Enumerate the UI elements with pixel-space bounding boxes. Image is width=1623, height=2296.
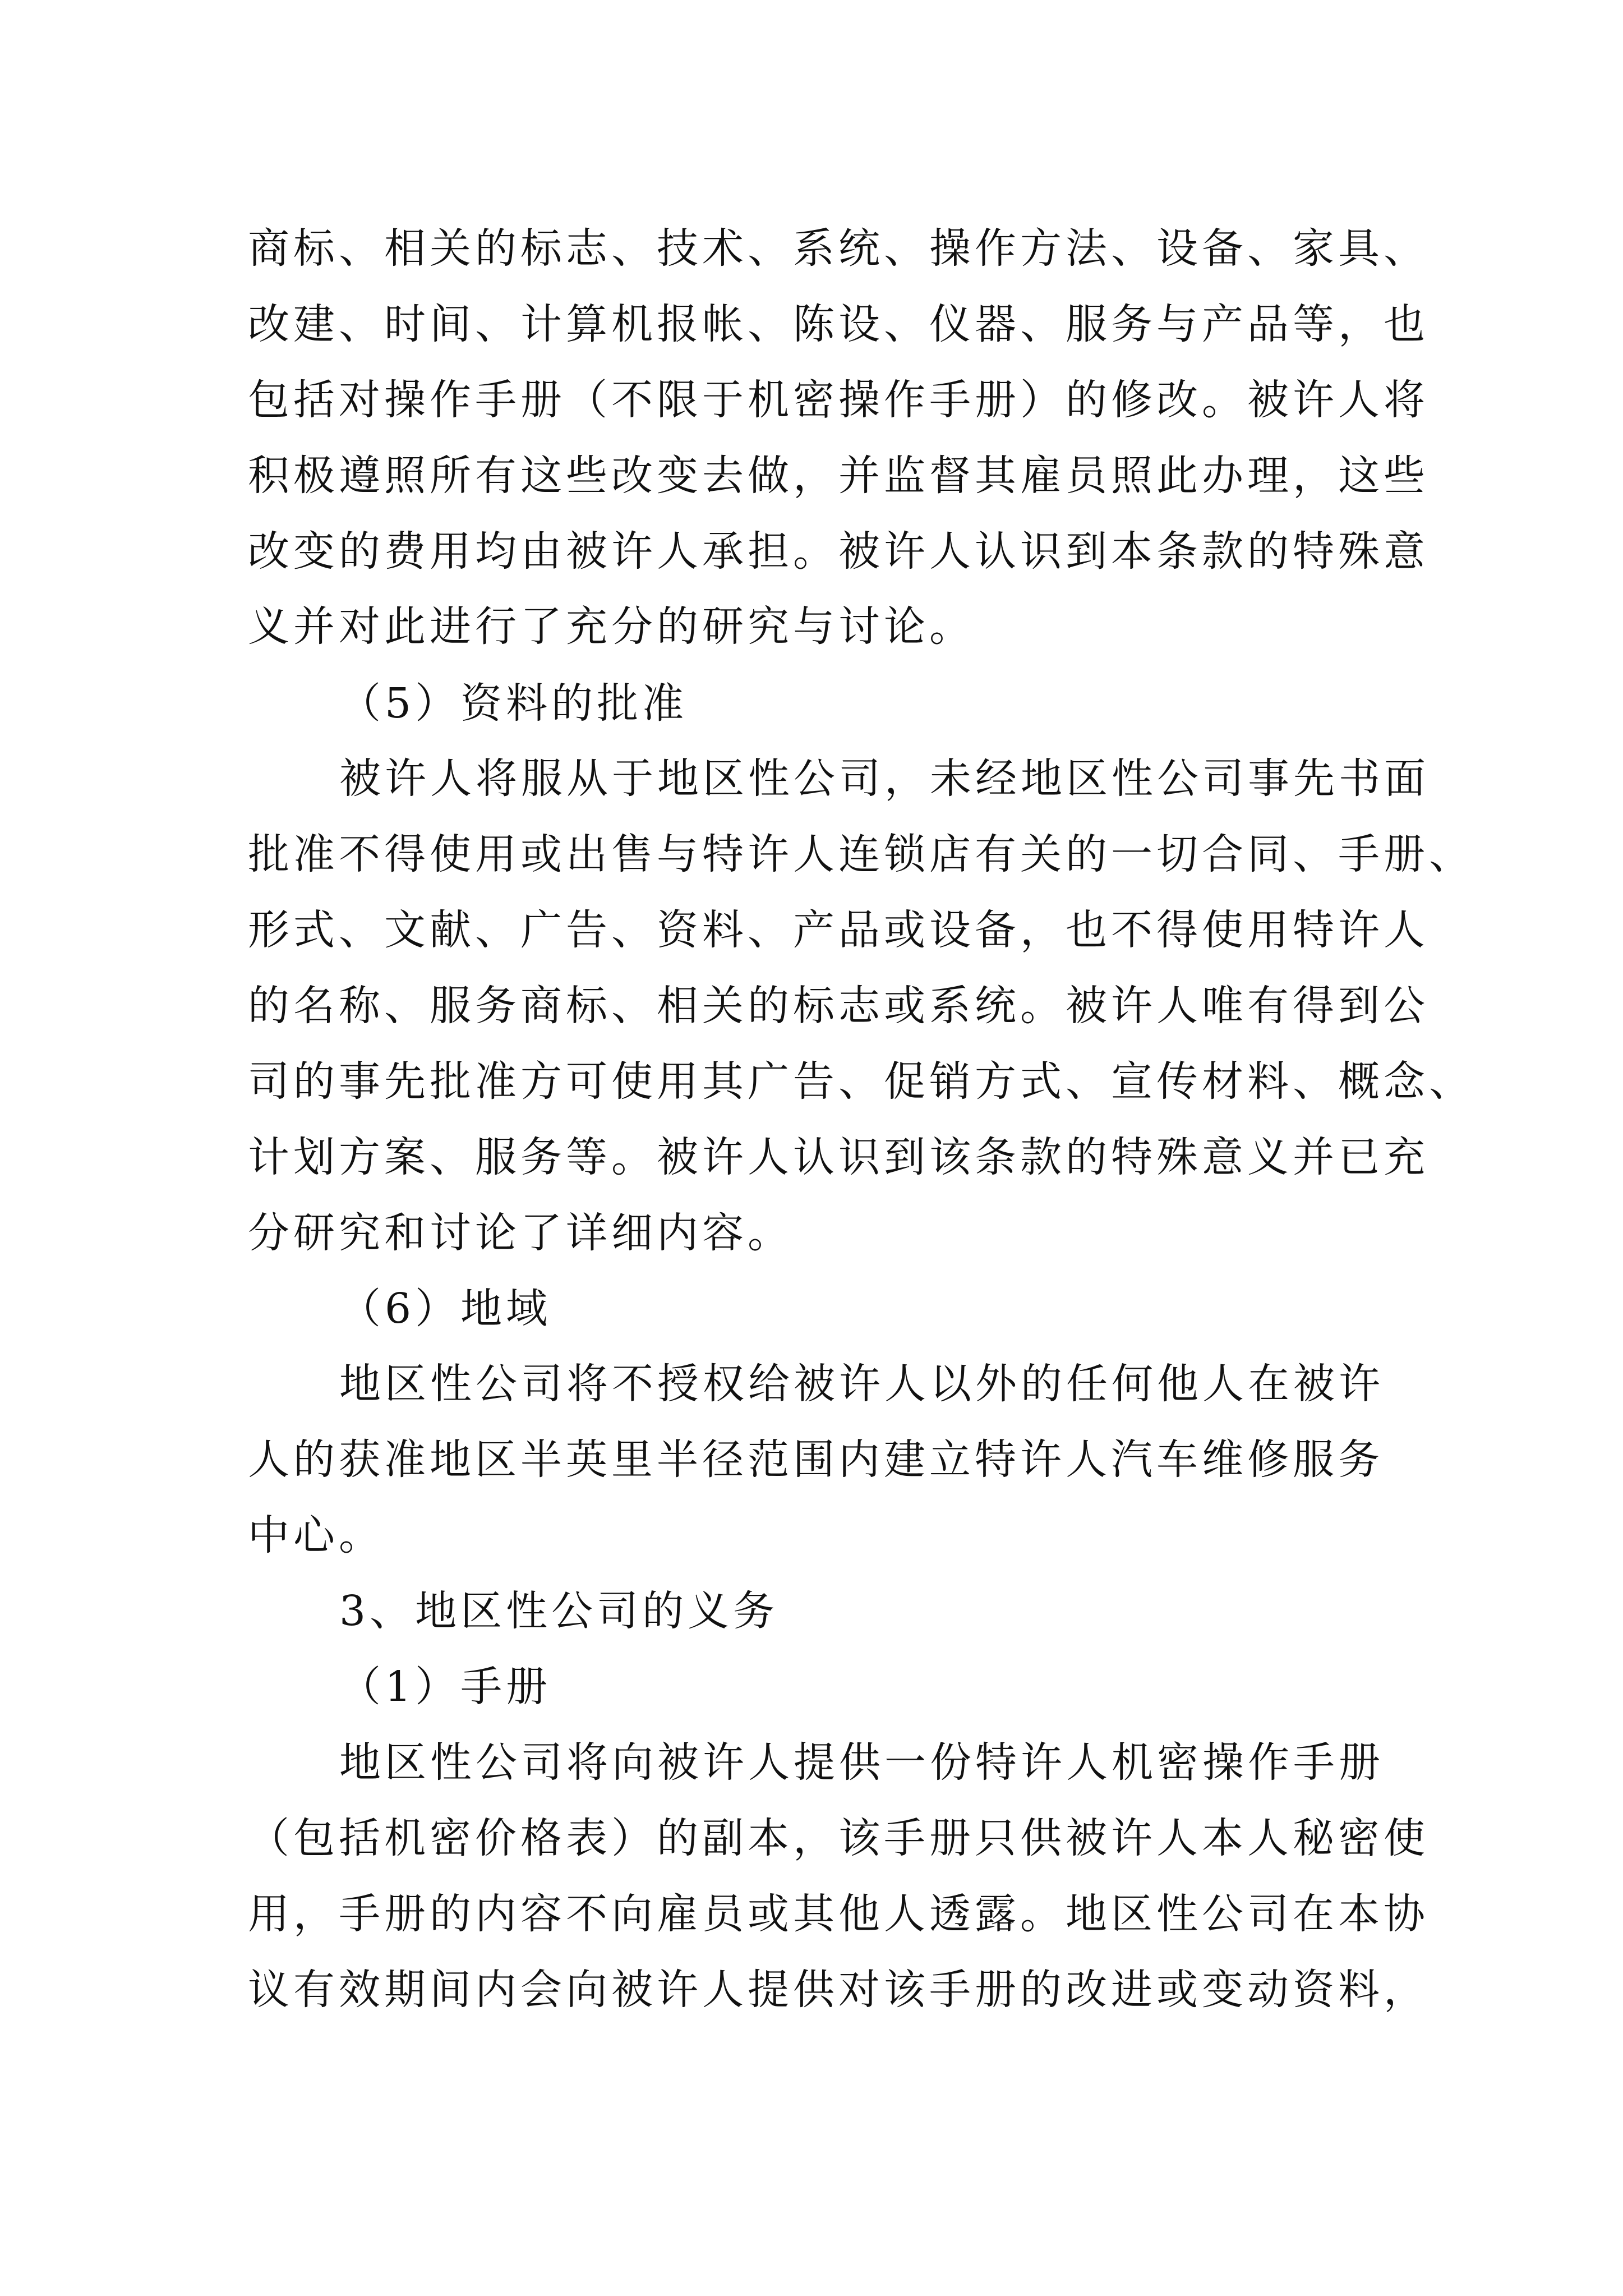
body-line: 改建、时间、计算机报帐、陈设、仪器、服务与产品等，也: [248, 300, 1429, 348]
paragraph-first-line: 地区性公司将不授权给被许人以外的任何他人在被许: [339, 1360, 1384, 1408]
section-heading: （6）地域: [339, 1285, 552, 1333]
section-heading: 3、地区性公司的义务: [339, 1587, 779, 1635]
body-line: 中心。: [248, 1511, 384, 1559]
body-line: 分研究和讨论了详细内容。: [248, 1209, 793, 1257]
paragraph-first-line: 地区性公司将向被许人提供一份特许人机密操作手册: [339, 1738, 1384, 1787]
body-line: 改变的费用均由被许人承担。被许人认识到本条款的特殊意: [248, 527, 1429, 576]
body-line: 议有效期间内会向被许人提供对该手册的改进或变动资料，: [248, 1966, 1429, 2014]
body-line: （包括机密价格表）的副本，该手册只供被许人本人秘密使: [248, 1814, 1429, 1862]
paragraph-first-line: 被许人将服从于地区性公司，未经地区性公司事先书面: [339, 754, 1430, 803]
body-line: 计划方案、服务等。被许人认识到该条款的特殊意义并已充: [248, 1133, 1429, 1181]
body-line: 义并对此进行了充分的研究与讨论。: [248, 602, 975, 651]
section-heading: （1）手册: [339, 1663, 552, 1711]
body-line: 司的事先批准方可使用其广告、促销方式、宣传材料、概念、: [248, 1057, 1474, 1106]
body-line: 用，手册的内容不向雇员或其他人透露。地区性公司在本协: [248, 1890, 1429, 1938]
section-heading: （5）资料的批准: [339, 679, 688, 728]
body-line: 包括对操作手册（不限于机密操作手册）的修改。被许人将: [248, 376, 1429, 424]
body-line: 的名称、服务商标、相关的标志或系统。被许人唯有得到公: [248, 982, 1429, 1030]
body-line: 商标、相关的标志、技术、系统、操作方法、设备、家具、: [248, 224, 1429, 273]
body-line: 批准不得使用或出售与特许人连锁店有关的一切合同、手册、: [248, 830, 1474, 878]
body-line: 人的获准地区半英里半径范围内建立特许人汽车维修服务: [248, 1435, 1384, 1484]
body-line: 积极遵照所有这些改变去做，并监督其雇员照此办理，这些: [248, 452, 1429, 500]
body-line: 形式、文献、广告、资料、产品或设备，也不得使用特许人: [248, 906, 1429, 954]
